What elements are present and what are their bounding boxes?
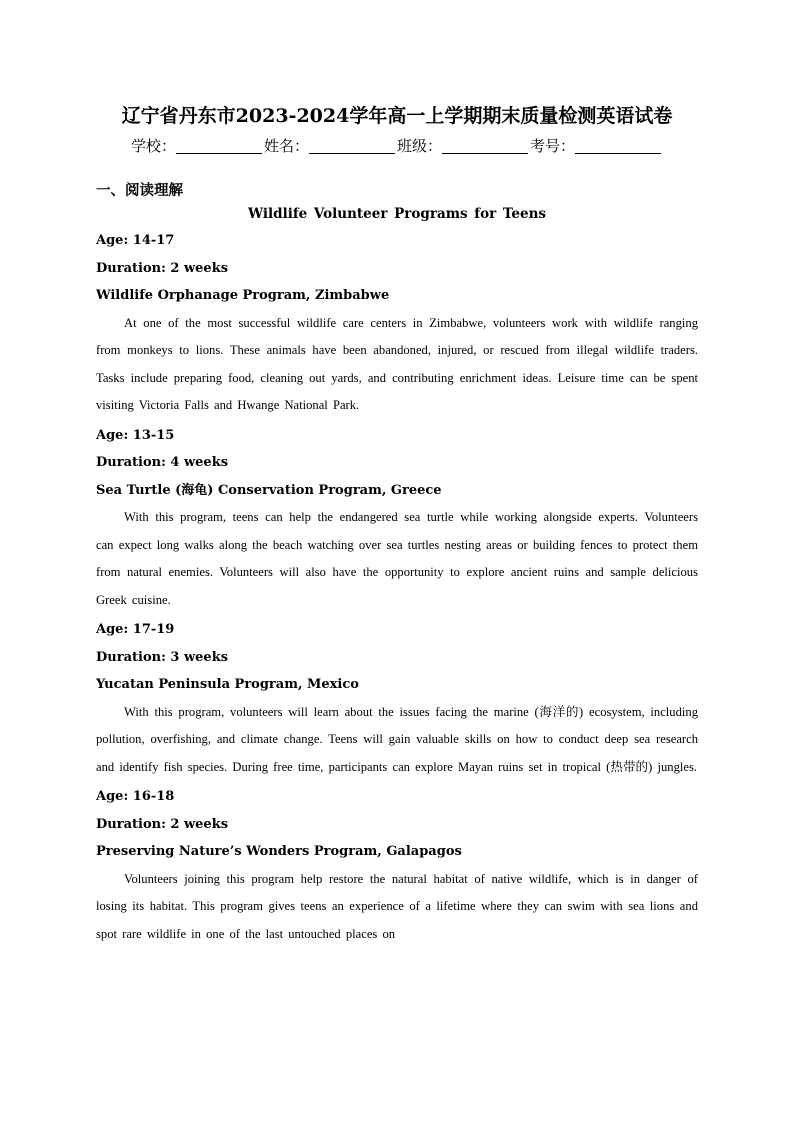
program-description: With this program, teens can help the endangered sea turtle while working alongside experts. Volunteers can expect long walks along the beach watching over sea turtles nesting areas or building fences to protect them from natural enemies. Volunteers will also have the opportunity to explore ancient ruins and sample delicious Greek cuisine. (96, 510, 698, 607)
program-block (96, 616, 698, 781)
program-description: At one of the most successful wildlife care centers in Zimbabwe, volunteers work with wildlife ranging from monkeys to lions. These animals have been abandoned, injured, or rescued from illegal wildlife traders. Tasks include preparing food, cleaning out yards, and contributing enrichment ideas. Leisure time can be spent visiting Victoria Falls and Hwange National Park. (96, 315, 698, 412)
article-body (96, 227, 698, 950)
program-duration: Duration: 2 weeks (96, 816, 229, 832)
school-label: 学校： (130, 137, 176, 155)
program-name: Yucatan Peninsula Program, Mexico (96, 677, 359, 692)
program-age: Age: 14-17 (96, 233, 175, 248)
class-label: 班级： (397, 137, 443, 155)
name-blank[interactable] (309, 137, 395, 154)
program-block (96, 227, 698, 420)
program-name: Preserving Nature’s Wonders Program, Galapagos (96, 844, 462, 859)
program-block (96, 783, 698, 948)
program-description: Volunteers joining this program help restore the natural habitat of native wildlife, which is in danger of losing its habitat. This program gives teens an experience of a lifetime where they can swim with sea lions and spot rare wildlife in one of the last untouched places on (96, 871, 698, 941)
exam-no-blank[interactable] (575, 137, 661, 154)
exam-title: 辽宁省丹东市2023-2024学年高一上学期期末质量检测英语试卷 (121, 105, 673, 127)
class-blank[interactable] (442, 137, 528, 154)
section-heading: 一、阅读理解 (96, 183, 183, 199)
school-blank[interactable] (176, 137, 262, 154)
program-description: With this program, volunteers will learn about the issues facing the marine (海洋的) ecosystem, including pollution, overfishing, and climate change. Teens will gain valuable skills on how to conduct deep sea research and identify fish species. During free time, participants can explore Mayan ruins set in tropical (热带的) jungles. (96, 704, 698, 774)
program-name: Sea Turtle (海龟) Conservation Program, Greece (96, 482, 442, 498)
program-age: Age: 17-19 (96, 622, 175, 637)
program-duration: Duration: 4 weeks (96, 455, 229, 470)
program-age: Age: 13-15 (96, 427, 175, 443)
exam-no-label: 考号： (530, 137, 576, 155)
program-age: Age: 16-18 (96, 789, 175, 804)
student-info-line (0, 134, 794, 158)
name-label: 姓名： (263, 137, 309, 155)
program-duration: Duration: 3 weeks (96, 649, 229, 665)
program-block (96, 422, 698, 615)
article-title: Wildlife Volunteer Programs for Teens (247, 206, 547, 222)
program-duration: Duration: 2 weeks (96, 260, 229, 276)
program-name: Wildlife Orphanage Program, Zimbabwe (96, 288, 390, 303)
